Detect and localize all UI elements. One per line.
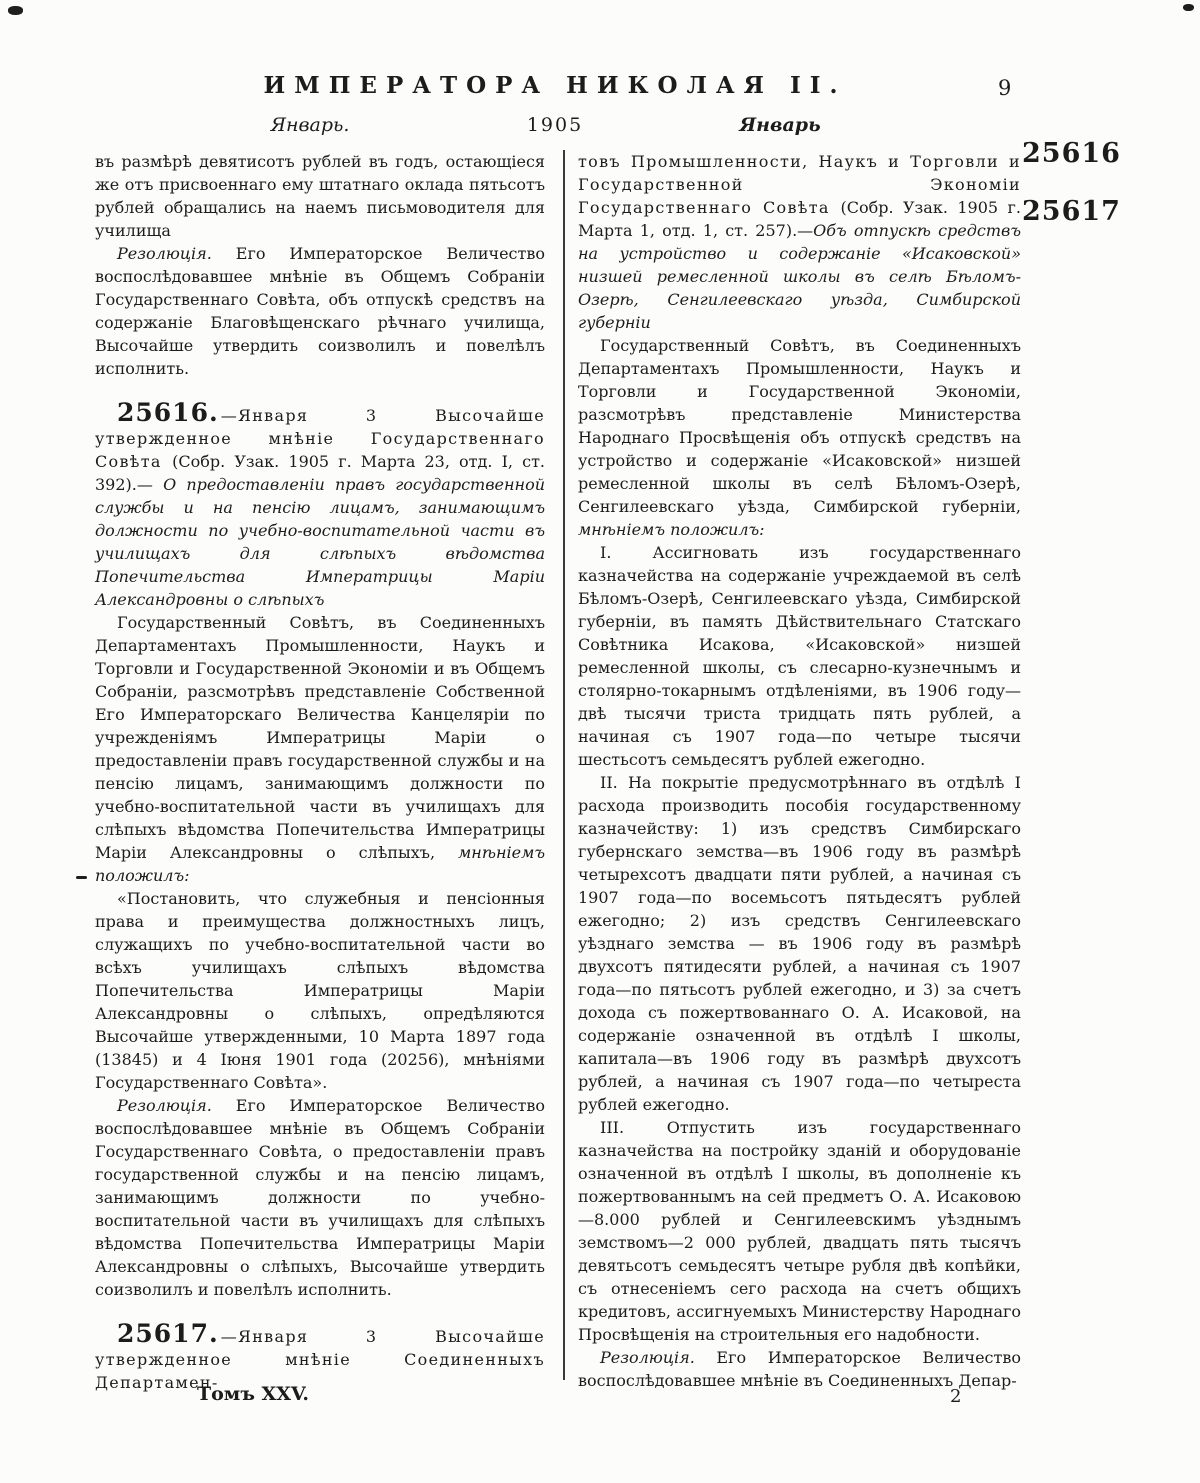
- resolution-label: Резолюція.: [600, 1348, 695, 1367]
- body-text: Государственный Совѣтъ, въ Соединенныхъ Департаментахъ Промышленности, Наукъ и Торговли и Государственной Экономіи и въ Общемъ Собраніи, разсмотрѣвъ представленіе Собственной Его Императорскаго Величества Канцеляріи по учрежденіямъ Императрицы Маріи о предоставленіи правъ государственной службы и на пенсію лицамъ, занимающимъ должности по учебно-воспитательной части въ училищахъ для слѣпыхъ вѣдомства Попечительства Императрицы Маріи Александровны о слѣпыхъ,: [95, 613, 545, 862]
- resolution-text: Его Императорское Величество воспослѣдовавшее мнѣніе въ Общемъ Собраніи Государственнаго Совѣта, о предоставленіи правъ государственной службы и на пенсію лицамъ, занимающимъ должности по учебно-воспитательной части въ училищахъ для слѣпыхъ вѣдомства Попечительства Императрицы Маріи Александровны о слѣпыхъ, Высочайше утвердить соизволилъ и повелѣлъ исполнить.: [95, 1096, 545, 1299]
- entry-25617-heading: [95, 1319, 545, 1394]
- entry-head-text: товъ Промышленности, Наукъ и Торговли и Государственной Экономіи Государственнаго Совѣта: [578, 152, 1021, 217]
- footer-volume-label: Томъ XXV.: [197, 1383, 310, 1405]
- item-text: II. На покрытіе предусмотрѣннаго въ отдѣлѣ I расхода производить пособія государственному казначейству: 1) изъ средствъ Симбирскаго губернскаго земства—въ 1906 году въ размѣрѣ четырехсотъ двадцати пяти рублей, а начиная съ 1907 года—по восемьсотъ пятьдесятъ рублей ежегодно; 2) изъ средствъ Сенгилеевскаго уѣзднаго земства — въ 1906 году въ размѣрѣ двухсотъ пятидесяти рублей, а начиная съ 1907 года—по пятьсотъ рублей ежегодно, и 3) за счетъ дохода съ пожертвованнаго О. А. Исаковой, на содержаніе означенной въ отдѣлѣ I школы, капитала—въ 1906 году въ размѣрѣ двухсотъ рублей, а начиная съ 1907 года—по четыреста рублей ежегодно.: [578, 773, 1021, 1114]
- entry-title: О предоставленіи правъ государственной службы и на пенсію лицамъ, занимающимъ должности по учебно-воспитательной части въ училищахъ для слѣпыхъ вѣдомства Попечительства Императрицы Маріи Александровны о слѣпыхъ: [95, 475, 546, 609]
- entry-number: 25617.: [117, 1319, 219, 1348]
- scan-artifact: [1183, 4, 1194, 11]
- entry-25616-body: [95, 611, 545, 887]
- body-text: Государственный Совѣтъ, въ Соединенныхъ Департаментахъ Промышленности, Наукъ и Торговли и Государственной Экономіи, разсмотрѣвъ представленіе Министерства Народнаго Просвѣщенія объ отпускѣ средствъ на устройство и содержаніе «Исаковской» низшей ремесленной школы въ селѣ Бѣломъ-Озерѣ, Сенгилеевскаго уѣзда, Симбирской губерніи,: [578, 336, 1021, 516]
- scan-artifact: [8, 6, 23, 15]
- entry-25617-heading-continuation: [578, 150, 1021, 334]
- page-title: ИМПЕРАТОРА НИКОЛАЯ II.: [263, 72, 847, 99]
- item-text: I. Ассигновать изъ государственнаго казначейства на содержаніе учреждаемой въ селѣ Бѣломъ-Озерѣ, Сенгилеевскаго уѣзда, Симбирской губерніи, въ память Дѣйствительнаго Статскаго Совѣтника Исакова, «Исаковской» низшей ремесленной школы, съ слесарно-кузнечнымъ и столярно-токарнымъ отдѣленіями, въ 1906 году—двѣ тысячи триста тридцать пять рублей, а начиная съ 1907 года—по четыре тысячи шестьсотъ семьдесятъ рублей ежегодно.: [578, 543, 1021, 769]
- entry-reference: (Собр. Узак. 1905 г. Марта 1, отд. 1, ст. 257).—: [578, 198, 1022, 240]
- entry-25617-item-3: [578, 1116, 1021, 1346]
- entry-number: 25616.: [117, 398, 219, 427]
- quote-text: «Постановить, что служебныя и пенсіонныя права и преимущества должностныхъ лицъ, служащихъ по учебно-воспитательной части во всѣхъ училищахъ слѣпыхъ вѣдомства Попечительства Императрицы Маріи Александровны о слѣпыхъ, опредѣляются Высочайше утвержденными, 10 Марта 1897 года (13845) и 4 Іюня 1901 года (20256), мнѣніями Государственнаго Совѣта».: [95, 889, 545, 1092]
- entry-head-text: —Января 3 Высочайше утвержденное мнѣніе Государственнаго Совѣта: [95, 406, 545, 471]
- body-tail-italic: мнѣніемъ положилъ:: [95, 843, 545, 885]
- resolution-label: Резолюція.: [117, 244, 212, 263]
- resolution-text: Его Императорское Величество воспослѣдовавшее мнѣніе въ Соединенныхъ Депар-: [578, 1348, 1021, 1390]
- scan-artifact: [76, 876, 87, 879]
- entry-head-text: —Января 3 Высочайше утвержденное мнѣніе Соединенныхъ Департамен-: [95, 1327, 545, 1392]
- entry-25616-quote: [95, 887, 545, 1094]
- left-column: [95, 150, 545, 1394]
- entry-25617-body: [578, 334, 1021, 541]
- item-text: III. Отпустить изъ государственнаго казначейства на постройку зданій и оборудованіе означенной въ отдѣлѣ I школы, въ дополненіе къ пожертвованнымъ на сей предметъ О. А. Исаковою—8.000 рублей и Сенгилеевскимъ уѣзднымъ земствомъ—2 000 рублей, двадцать пять тысячъ девятьсотъ семьдесятъ четыре рубля двѣ копѣйки, съ отнесеніемъ сего расхода на счетъ общихъ кредитовъ, ассигнуемыхъ Министерству Народнаго Просвѣщенія на строительныя его надобности.: [578, 1118, 1021, 1344]
- resolution-paragraph-1: [95, 242, 545, 380]
- resolution-paragraph-2: [95, 1094, 545, 1301]
- page-number: 9: [998, 76, 1012, 100]
- entry-25617-item-1: [578, 541, 1021, 771]
- entry-25617-item-2: [578, 771, 1021, 1116]
- entry-25616-heading: [95, 398, 546, 611]
- month-label-right: Январь: [739, 114, 821, 136]
- entry-title: Объ отпускѣ средствъ на устройство и содержаніе «Исаковской» низшей ремесленной школы въ селѣ Бѣломъ-Озерѣ, Сенгилеевскаго уѣзда, Симбирской губерніи: [578, 221, 1021, 332]
- continuation-text: въ размѣрѣ девятисотъ рублей въ годъ, остающіеся же отъ присвоеннаго ему штатнаго оклада пятьсотъ рублей обращались на наемъ письмоводителя для училища: [95, 152, 545, 240]
- margin-entry-number-25617: 25617: [1022, 196, 1121, 227]
- resolution-text: Его Императорское Величество воспослѣдовавшее мнѣніе въ Общемъ Собраніи Государственнаго Совѣта, объ отпускѣ средствъ на содержаніе Благовѣщенскаго рѣчнаго училища, Высочайше утвердить соизволилъ и повелѣлъ исполнить.: [95, 244, 545, 378]
- entry-reference: (Собр. Узак. 1905 г. Марта 23, отд. I, ст. 392).—: [95, 452, 546, 494]
- month-label-left: Январь.: [270, 114, 350, 136]
- resolution-label: Резолюція.: [117, 1096, 212, 1115]
- body-tail-italic: мнѣніемъ положилъ:: [578, 520, 765, 539]
- margin-entry-number-25616: 25616: [1022, 138, 1121, 169]
- right-column: [578, 150, 1021, 1392]
- column-divider: [563, 150, 565, 1380]
- continuation-paragraph: [95, 150, 545, 242]
- footer-signature-number: 2: [950, 1386, 962, 1407]
- year-label: 1905: [526, 114, 584, 136]
